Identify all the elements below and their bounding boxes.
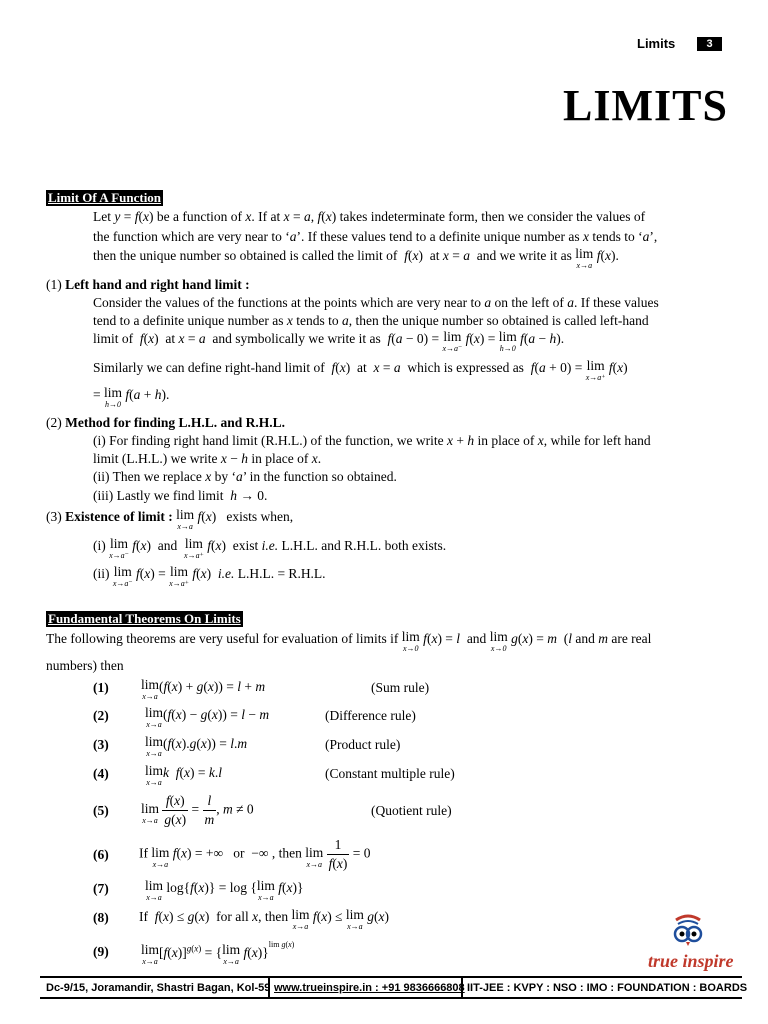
paragraph-line: numbers) then bbox=[46, 658, 124, 673]
paragraph-line: = lim h→0 f(a + h). bbox=[93, 385, 170, 409]
paragraph-line: then the unique number so obtained is called the limit of f(x) at x = a and we write it as lim x→a f(x). bbox=[93, 246, 619, 270]
section-heading-lhl-rhl: (1) Left hand and right hand limit : bbox=[46, 277, 250, 292]
section-heading-existence: (3) Existence of limit : lim x→a f(x) exists when, bbox=[46, 507, 294, 531]
theorem-formula: lim x→a (f(x).g(x)) = l.m bbox=[145, 734, 248, 758]
brand-logo bbox=[648, 914, 744, 971]
paragraph-line: limit of f(x) at x = a and symbolically we write it as f(a − 0) = lim x→a⁻ f(x) = lim h→0 f(a − h). bbox=[93, 329, 565, 353]
footer-rule-bottom bbox=[40, 997, 742, 999]
chapter-label: Limits bbox=[637, 36, 676, 51]
theorem-number: (1) bbox=[93, 680, 109, 695]
footer-address: Dc-9/15, Joramandir, Shastri Bagan, Kol-59 bbox=[46, 982, 271, 994]
theorem-number: (3) bbox=[93, 737, 109, 752]
paragraph-line: The following theorems are very useful for evaluation of limits if lim x→0 f(x) = l and lim x→0 g(x) = m (l and m are real bbox=[46, 629, 652, 653]
paragraph-line: Let y = f(x) be a function of x. If at x = a, f(x) takes indeterminate form, then we consider the values of bbox=[93, 209, 646, 224]
theorem-formula: If lim x→a f(x) = +∞ or −∞ , then lim x→a $\frac{1}{f(x)}$ = 0 bbox=[139, 837, 371, 871]
theorem-formula: lim x→a $\frac{f(x)}{g(x)}$ = $\frac{l}{m}$ , m ≠ 0 bbox=[141, 793, 254, 827]
theorem-number: (9) bbox=[93, 944, 109, 959]
theorem-number: (2) bbox=[93, 708, 109, 723]
theorem-formula: lim x→a (f(x) − g(x)) = l − m bbox=[145, 705, 270, 729]
page-title: LIMITS bbox=[563, 81, 728, 130]
paragraph-line: tend to a definite unique number as x tends to a, then the unique number so obtained is called left-hand bbox=[93, 313, 649, 328]
section-heading-method: (2) Method for finding L.H.L. and R.H.L. bbox=[46, 415, 286, 430]
paragraph-line: Consider the values of the functions at the points which are very near to a on the left of a. If these values bbox=[93, 295, 659, 310]
page-number: 3 bbox=[697, 37, 722, 51]
theorem-rule: (Sum rule) bbox=[371, 680, 430, 695]
paragraph-line: (ii) Then we replace x by ‘a’ in the function so obtained. bbox=[93, 469, 397, 484]
owl-icon bbox=[648, 914, 744, 948]
theorem-number: (7) bbox=[93, 881, 109, 896]
theorem-formula: lim x→a k f(x) = k.l bbox=[145, 763, 223, 787]
paragraph-line: Similarly we can define right-hand limit of f(x) at x = a which is expressed as f(a + 0) = lim x→a⁺ f(x) bbox=[93, 358, 628, 382]
paragraph-line: the function which are very near to ‘a’. If these values tend to a definite unique number as x tends to ‘a’, bbox=[93, 229, 658, 244]
footer-contact[interactable]: www.trueinspire.in : +91 9836666808 bbox=[274, 982, 465, 994]
theorem-formula: If f(x) ≤ g(x) for all x, then lim x→a f(x) ≤ lim x→a g(x) bbox=[139, 907, 389, 931]
theorem-formula: lim x→a $[f(x)]^{g(x)} = \{\lim$ x→a f(x)}$^{lim g(x)}$ bbox=[141, 940, 295, 966]
footer-rule-top bbox=[40, 976, 742, 978]
theorem-number: (8) bbox=[93, 910, 109, 925]
paragraph-line: (iii) Lastly we find limit h → 0. bbox=[93, 488, 268, 503]
theorem-rule: (Product rule) bbox=[325, 737, 401, 752]
theorem-formula: lim x→a log{f(x)} = log {lim x→a f(x)} bbox=[145, 878, 304, 902]
section-heading-fundamental-theorems: Fundamental Theorems On Limits bbox=[48, 611, 241, 626]
theorem-formula: lim x→a (f(x) + g(x)) = l + m bbox=[141, 677, 266, 701]
theorem-rule: (Quotient rule) bbox=[371, 803, 452, 818]
theorem-number: (6) bbox=[93, 847, 109, 862]
footer-exams: IIT-JEE : KVPY : NSO : IMO : FOUNDATION : BOARDS bbox=[467, 982, 748, 994]
section-heading-limit-of-function: Limit Of A Function bbox=[48, 190, 162, 205]
paragraph-line: (i) For finding right hand limit (R.H.L.) of the function, we write x + h in place of x, while for left hand bbox=[93, 433, 651, 448]
theorem-rule: (Difference rule) bbox=[325, 708, 416, 723]
logo-text: true inspire bbox=[648, 951, 734, 971]
theorem-number: (4) bbox=[93, 766, 109, 781]
paragraph-line: limit (L.H.L.) we write x − h in place of x. bbox=[93, 451, 322, 466]
paragraph-line: (ii) lim x→a⁻ f(x) = lim x→a⁺ f(x) i.e. L.H.L. = R.H.L. bbox=[93, 564, 326, 588]
paragraph-line: (i) lim x→a⁻ f(x) and lim x→a⁺ f(x) exist i.e. L.H.L. and R.H.L. both exists. bbox=[93, 536, 447, 560]
theorem-number: (5) bbox=[93, 803, 109, 818]
theorem-rule: (Constant multiple rule) bbox=[325, 766, 455, 781]
